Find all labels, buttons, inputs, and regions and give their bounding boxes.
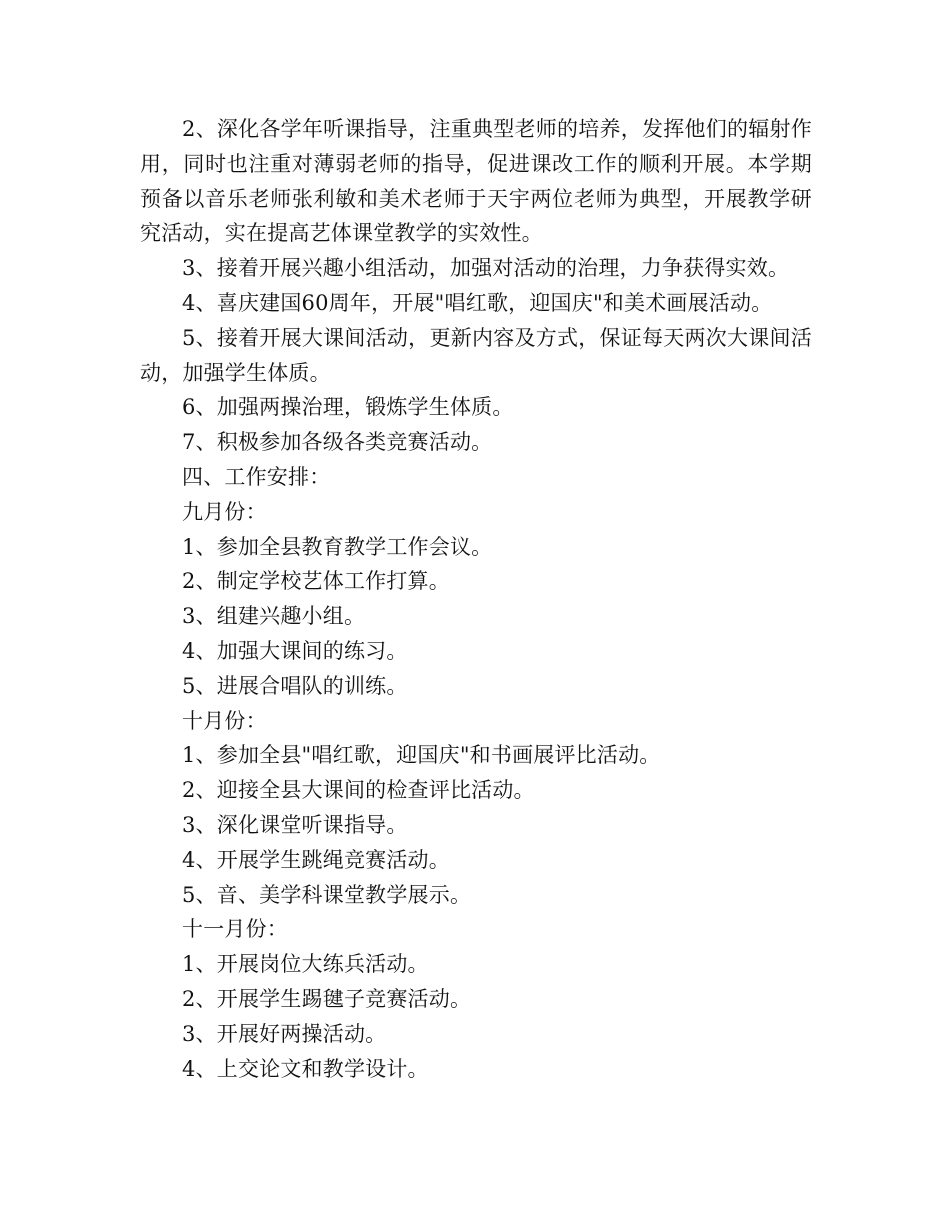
list-item: 4、开展学生跳绳竞赛活动。 xyxy=(182,847,450,872)
month-heading-november: 十一月份： xyxy=(182,917,288,942)
list-item: 1、参加全县教育教学工作会议。 xyxy=(182,534,493,559)
paragraph-item-4-anniversary: 4、喜庆建国60周年，开展"唱红歌，迎国庆"和美术画展活动。 xyxy=(182,290,773,315)
list-item: 4、加强大课间的练习。 xyxy=(182,638,408,663)
list-item: 5、进展合唱队的训练。 xyxy=(182,673,408,698)
list-item: 2、开展学生踢毽子竞赛活动。 xyxy=(182,986,472,1011)
month-heading-october: 十月份： xyxy=(182,708,267,733)
month-heading-september: 九月份： xyxy=(182,499,267,524)
paragraph-item-6-exercises: 6、加强两操治理，锻炼学生体质。 xyxy=(182,395,514,420)
list-item: 3、深化课堂听课指导。 xyxy=(182,812,408,837)
paragraph-item-7-competitions: 7、积极参加各级各类竞赛活动。 xyxy=(182,430,493,455)
list-item: 2、制定学校艺体工作打算。 xyxy=(182,569,450,594)
list-item: 4、上交论文和教学设计。 xyxy=(182,1056,429,1081)
paragraph-item-5-big-break: 5、接着开展大课间活动，更新内容及方式，保证每天两次大课间活动，加强学生体质。 xyxy=(140,325,812,385)
list-item: 1、开展岗位大练兵活动。 xyxy=(182,952,429,977)
list-item: 3、组建兴趣小组。 xyxy=(182,604,366,629)
list-item: 5、音、美学科课堂教学展示。 xyxy=(182,882,472,907)
document-body xyxy=(140,112,812,1086)
list-item: 2、迎接全县大课间的检查评比活动。 xyxy=(182,778,535,803)
section-heading-work-arrangement: 四、工作安排： xyxy=(182,464,331,489)
list-item: 1、参加全县"唱红歌，迎国庆"和书画展评比活动。 xyxy=(182,743,661,768)
list-item: 3、开展好两操活动。 xyxy=(182,1021,387,1046)
paragraph-item-2-deepen-guidance: 2、深化各学年听课指导，注重典型老师的培养，发挥他们的辐射作用，同时也注重对薄弱老师的指导，促进课改工作的顺利开展。本学期预备以音乐老师张利敏和美术老师于天宇两位老师为典型，开展教学研究活动，实在提高艺体课堂教学的实效性。 xyxy=(140,117,812,246)
paragraph-item-3-interest-groups: 3、接着开展兴趣小组活动，加强对活动的治理，力争获得实效。 xyxy=(182,256,790,281)
